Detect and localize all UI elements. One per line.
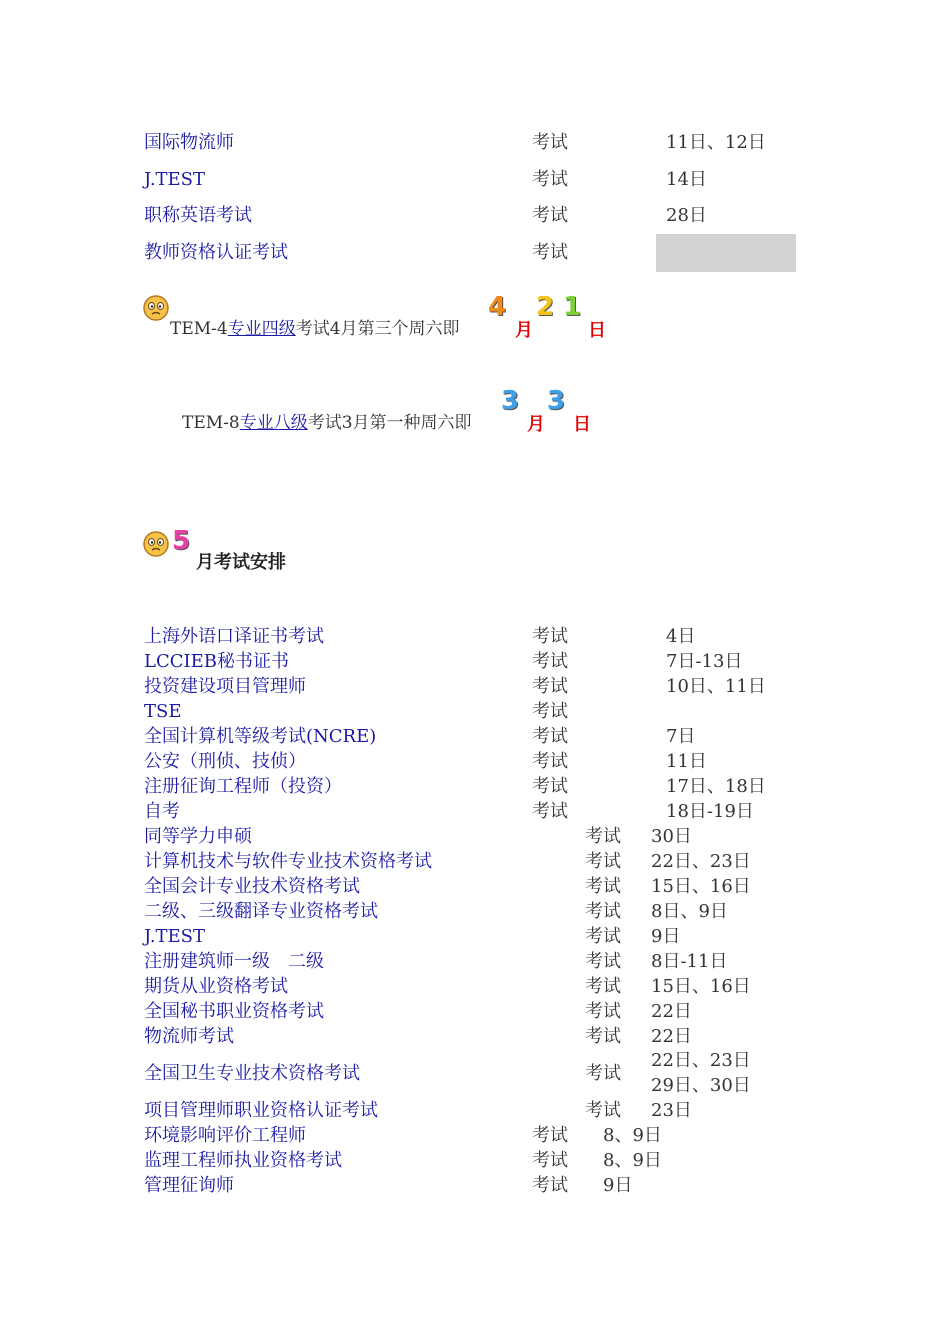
exam-date: 11日: [666, 751, 707, 772]
exam-date: 22日: [651, 1001, 692, 1022]
exam-date: 22日、23日: [651, 851, 751, 872]
exam-name[interactable]: 全国秘书职业资格考试: [144, 1001, 324, 1022]
exam-name[interactable]: 上海外语口译证书考试: [144, 626, 324, 647]
table-row: [0, 1148, 950, 1174]
table-row: [0, 849, 950, 875]
tem4-suffix: 考试4月第三个周六即: [295, 319, 460, 339]
table-row: [0, 999, 950, 1025]
exam-label: 考试: [532, 132, 568, 153]
tem8-day-char: 日: [573, 414, 591, 435]
exam-label: 考试: [532, 205, 568, 226]
tem4-digit-day1: 2: [536, 292, 555, 322]
exam-name[interactable]: J.TEST: [144, 169, 206, 190]
exam-label: 考试: [585, 1100, 621, 1121]
exam-name[interactable]: LCCIEB秘书证书: [144, 651, 289, 672]
exam-name[interactable]: 二级、三级翻译专业资格考试: [144, 901, 378, 922]
exam-label: 考试: [585, 1063, 621, 1084]
table-row: [0, 924, 950, 950]
exam-label: 考试: [585, 851, 621, 872]
exam-date: 7日-13日: [666, 651, 743, 672]
table-row: [0, 724, 950, 750]
tem4-link[interactable]: 专业四级: [227, 319, 296, 339]
table-row: [0, 1123, 950, 1149]
exam-name[interactable]: TSE: [144, 701, 182, 722]
exam-label: 考试: [532, 626, 568, 647]
table-row: [0, 899, 950, 925]
exam-name[interactable]: 期货从业资格考试: [144, 976, 288, 997]
exam-label: 考试: [532, 1175, 568, 1196]
grey-cell: [656, 234, 796, 272]
exam-date: 28日: [666, 205, 707, 226]
table-row: [0, 167, 950, 193]
exam-label: 考试: [532, 1125, 568, 1146]
table-row: [0, 1173, 950, 1199]
exam-label: 考试: [585, 1026, 621, 1047]
exam-label: 考试: [585, 1001, 621, 1022]
tem4-day-char: 日: [588, 320, 606, 341]
exam-label: 考试: [532, 242, 568, 263]
exam-date: 9日: [651, 926, 681, 947]
table-row: [0, 749, 950, 775]
table-row: [0, 240, 950, 266]
exam-name[interactable]: 教师资格认证考试: [144, 242, 288, 263]
exam-date: 14日: [666, 169, 707, 190]
table-row: [0, 874, 950, 900]
tem4-prefix: TEM-4: [170, 319, 228, 339]
exam-label: 考试: [585, 976, 621, 997]
exam-name[interactable]: 项目管理师职业资格认证考试: [144, 1100, 378, 1121]
exam-name[interactable]: 监理工程师执业资格考试: [144, 1150, 342, 1171]
exam-date: 4日: [666, 626, 696, 647]
exam-name[interactable]: 管理征询师: [144, 1175, 234, 1196]
table-row: [0, 1050, 950, 1096]
exam-name[interactable]: 全国卫生专业技术资格考试: [144, 1063, 360, 1084]
exam-label: 考试: [585, 901, 621, 922]
exam-date: 9日: [603, 1175, 633, 1196]
table-row: [0, 649, 950, 675]
exam-name[interactable]: 全国会计专业技术资格考试: [144, 876, 360, 897]
table-row: [0, 130, 950, 156]
exam-name[interactable]: 职称英语考试: [144, 205, 252, 226]
exam-label: 考试: [532, 801, 568, 822]
exam-label: 考试: [532, 651, 568, 672]
tem8-month-char: 月: [527, 414, 545, 435]
exam-date: 23日: [651, 1100, 692, 1121]
table-row: [0, 1024, 950, 1050]
exam-label: 考试: [532, 1150, 568, 1171]
exam-name[interactable]: 同等学力申硕: [144, 826, 252, 847]
table-row: [0, 974, 950, 1000]
exam-label: 考试: [532, 676, 568, 697]
tem4-month-char: 月: [515, 320, 533, 341]
exam-date: 18日-19日: [666, 801, 754, 822]
table-row: [0, 799, 950, 825]
table-row: [0, 699, 950, 725]
table-row: [0, 203, 950, 229]
exam-date: 8日-11日: [651, 951, 728, 972]
exam-name[interactable]: 环境影响评价工程师: [144, 1125, 306, 1146]
exam-name[interactable]: J.TEST: [144, 926, 206, 947]
exam-name[interactable]: 注册征询工程师（投资）: [144, 776, 342, 797]
table-row: [0, 1098, 950, 1124]
tem8-digit-day: 3: [547, 386, 566, 416]
exam-date: 30日: [651, 826, 692, 847]
tem8-suffix: 考试3月第一种周六即: [307, 413, 472, 433]
table-row: [0, 949, 950, 975]
exam-label: 考试: [585, 826, 621, 847]
smiley-face-icon: [142, 294, 170, 327]
exam-name[interactable]: 全国计算机等级考试(NCRE): [144, 726, 377, 747]
exam-label: 考试: [585, 876, 621, 897]
exam-date-second: 29日、30日: [651, 1075, 751, 1096]
exam-date: 17日、18日: [666, 776, 766, 797]
tem8-link[interactable]: 专业八级: [239, 413, 308, 433]
exam-name[interactable]: 投资建设项目管理师: [144, 676, 306, 697]
may-digit: 5: [172, 526, 191, 556]
exam-date: 11日、12日: [666, 132, 766, 153]
exam-date: 8、9日: [603, 1125, 662, 1146]
exam-label: 考试: [585, 951, 621, 972]
exam-date: 22日: [651, 1026, 692, 1047]
tem8-line: [182, 408, 472, 433]
exam-name[interactable]: 计算机技术与软件专业技术资格考试: [144, 851, 432, 872]
exam-name[interactable]: 公安（刑侦、技侦）: [144, 751, 306, 772]
smiley-face-icon: [142, 530, 170, 563]
exam-date: 22日、23日: [651, 1050, 751, 1071]
exam-label: 考试: [532, 726, 568, 747]
tem4-line: [170, 314, 460, 339]
exam-name[interactable]: 自考: [144, 801, 180, 822]
may-heading: 月考试安排: [196, 552, 286, 573]
exam-label: 考试: [532, 751, 568, 772]
exam-date: 8、9日: [603, 1150, 662, 1171]
exam-date: 10日、11日: [666, 676, 766, 697]
table-row: [0, 624, 950, 650]
exam-label: 考试: [532, 701, 568, 722]
exam-label: 考试: [532, 776, 568, 797]
table-row: [0, 824, 950, 850]
exam-date: 8日、9日: [651, 901, 728, 922]
exam-label: 考试: [585, 926, 621, 947]
exam-name[interactable]: 物流师考试: [144, 1026, 234, 1047]
table-row: [0, 674, 950, 700]
tem4-digit-month: 4: [488, 292, 507, 322]
exam-name[interactable]: 国际物流师: [144, 132, 234, 153]
exam-date: 7日: [666, 726, 696, 747]
exam-date: 15日、16日: [651, 876, 751, 897]
exam-date: 15日、16日: [651, 976, 751, 997]
tem8-digit-month: 3: [501, 386, 520, 416]
tem8-prefix: TEM-8: [182, 413, 240, 433]
exam-label: 考试: [532, 169, 568, 190]
exam-name[interactable]: 注册建筑师一级 二级: [144, 951, 324, 972]
table-row: [0, 774, 950, 800]
tem4-digit-day2: 1: [563, 292, 582, 322]
